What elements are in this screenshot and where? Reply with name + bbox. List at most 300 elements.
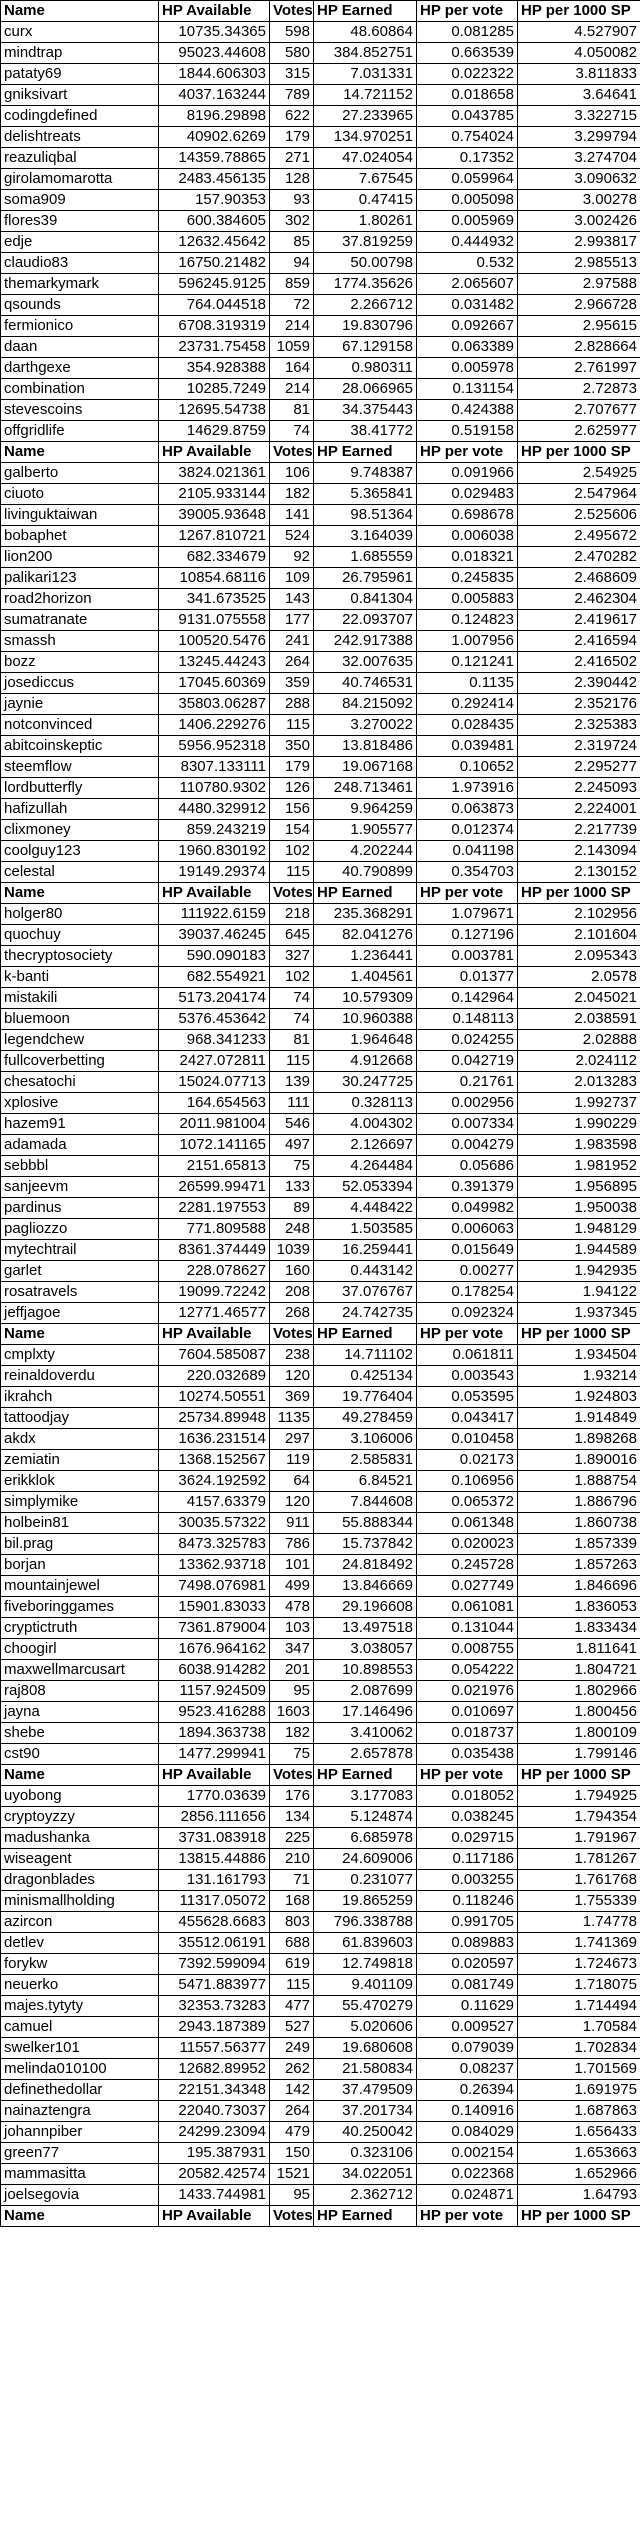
cell-votes: 72 [270,295,314,316]
cell-hp-per-1000-sp: 1.800456 [518,1702,640,1723]
cell-hp-earned: 30.247725 [314,1072,417,1093]
cell-hp-per-1000-sp: 2.828664 [518,337,640,358]
cell-hp-earned: 26.795961 [314,568,417,589]
cell-hp-per-vote: 0.005883 [417,589,518,610]
cell-hp-available: 12682.89952 [159,2059,270,2080]
cell-hp-available: 10285.7249 [159,379,270,400]
cell-hp-earned: 37.201734 [314,2101,417,2122]
cell-hp-earned: 2.585831 [314,1450,417,1471]
cell-votes: 179 [270,127,314,148]
cell-hp-available: 13362.93718 [159,1555,270,1576]
cell-name: hazem91 [1,1114,159,1135]
cell-name: sanjeevm [1,1177,159,1198]
cell-hp-per-1000-sp: 1.652966 [518,2164,640,2185]
cell-hp-per-vote: 0.006063 [417,1219,518,1240]
cell-name: jaynie [1,694,159,715]
cell-hp-available: 131.161793 [159,1870,270,1891]
cell-hp-per-1000-sp: 2.419617 [518,610,640,631]
cell-name: madushanka [1,1828,159,1849]
cell-hp-per-vote: 0.009527 [417,2017,518,2038]
cell-hp-per-vote: 0.018658 [417,85,518,106]
cell-votes: 302 [270,211,314,232]
cell-hp-earned: 5.020606 [314,2017,417,2038]
cell-hp-per-vote: 0.00277 [417,1261,518,1282]
cell-hp-available: 5173.204174 [159,988,270,1009]
cell-votes: 218 [270,904,314,925]
cell-hp-earned: 37.479509 [314,2080,417,2101]
cell-hp-earned: 67.129158 [314,337,417,358]
cell-hp-per-vote: 0.027749 [417,1576,518,1597]
table-row [1,736,640,757]
cell-votes: 75 [270,1156,314,1177]
cell-hp-per-1000-sp: 1.956895 [518,1177,640,1198]
cell-hp-earned: 40.250042 [314,2122,417,2143]
cell-name: maxwellmarcusart [1,1660,159,1681]
cell-hp-available: 968.341233 [159,1030,270,1051]
table-row [1,1450,640,1471]
cell-hp-available: 682.334679 [159,547,270,568]
header-hp-per-1000-sp: HP per 1000 SP [518,442,640,463]
cell-hp-earned: 28.066965 [314,379,417,400]
cell-hp-per-vote: 0.029483 [417,484,518,505]
cell-hp-available: 6038.914282 [159,1660,270,1681]
cell-votes: 1039 [270,1240,314,1261]
cell-hp-available: 110780.9302 [159,778,270,799]
table-row [1,841,640,862]
cell-hp-available: 164.654563 [159,1093,270,1114]
cell-name: akdx [1,1429,159,1450]
cell-hp-available: 25734.89948 [159,1408,270,1429]
cell-hp-per-vote: 0.065372 [417,1492,518,1513]
cell-hp-earned: 9.401109 [314,1975,417,1996]
cell-hp-per-1000-sp: 2.095343 [518,946,640,967]
table-row [1,64,640,85]
cell-hp-earned: 13.497518 [314,1618,417,1639]
cell-hp-per-1000-sp: 2.217739 [518,820,640,841]
cell-hp-available: 771.809588 [159,1219,270,1240]
cell-name: codingdefined [1,106,159,127]
cell-hp-per-1000-sp: 1.836053 [518,1597,640,1618]
table-row [1,2122,640,2143]
cell-hp-per-1000-sp: 2.101604 [518,925,640,946]
cell-name: mammasitta [1,2164,159,2185]
cell-hp-per-vote: 0.01377 [417,967,518,988]
cell-hp-earned: 47.024054 [314,148,417,169]
table-row [1,2059,640,2080]
table-row [1,148,640,169]
cell-hp-per-1000-sp: 2.013283 [518,1072,640,1093]
cell-votes: 598 [270,22,314,43]
cell-hp-per-1000-sp: 2.966728 [518,295,640,316]
cell-votes: 115 [270,1051,314,1072]
table-row [1,967,640,988]
cell-votes: 580 [270,43,314,64]
cell-hp-earned: 14.711102 [314,1345,417,1366]
cell-name: smassh [1,631,159,652]
cell-hp-earned: 4.264484 [314,1156,417,1177]
cell-hp-earned: 3.270022 [314,715,417,736]
cell-name: fermionico [1,316,159,337]
cell-hp-per-1000-sp: 1.93214 [518,1366,640,1387]
table-row [1,1828,640,1849]
cell-hp-per-1000-sp: 2.707677 [518,400,640,421]
cell-hp-per-1000-sp: 1.761768 [518,1870,640,1891]
cell-hp-earned: 13.818486 [314,736,417,757]
cell-hp-per-1000-sp: 1.714494 [518,1996,640,2017]
cell-votes: 177 [270,610,314,631]
cell-hp-per-vote: 0.1135 [417,673,518,694]
cell-votes: 139 [270,1072,314,1093]
cell-name: choogirl [1,1639,159,1660]
cell-hp-per-1000-sp: 1.702834 [518,2038,640,2059]
cell-name: wiseagent [1,1849,159,1870]
cell-hp-available: 596245.9125 [159,274,270,295]
cell-hp-per-vote: 0.08237 [417,2059,518,2080]
cell-hp-per-1000-sp: 2.0578 [518,967,640,988]
header-hp-earned: HP Earned [314,1324,417,1345]
cell-hp-earned: 55.470279 [314,1996,417,2017]
cell-name: cmplxty [1,1345,159,1366]
table-row [1,190,640,211]
cell-hp-earned: 61.839603 [314,1933,417,1954]
cell-votes: 859 [270,274,314,295]
cell-hp-per-1000-sp: 1.857263 [518,1555,640,1576]
table-row [1,988,640,1009]
table-row [1,2038,640,2059]
cell-hp-per-vote: 0.10652 [417,757,518,778]
cell-hp-per-1000-sp: 3.090632 [518,169,640,190]
cell-name: steemflow [1,757,159,778]
cell-name: holbein81 [1,1513,159,1534]
cell-hp-available: 1477.299941 [159,1744,270,1765]
header-votes: Votes [270,883,314,904]
table-row [1,1177,640,1198]
cell-hp-available: 590.090183 [159,946,270,967]
cell-name: bobaphet [1,526,159,547]
table-row [1,316,640,337]
cell-name: abitcoinskeptic [1,736,159,757]
table-row [1,169,640,190]
cell-hp-per-1000-sp: 1.804721 [518,1660,640,1681]
cell-hp-per-1000-sp: 2.525606 [518,505,640,526]
cell-hp-available: 2856.111656 [159,1807,270,1828]
table-row [1,1639,640,1660]
cell-hp-available: 3624.192592 [159,1471,270,1492]
cell-votes: 477 [270,1996,314,2017]
cell-name: detlev [1,1933,159,1954]
cell-votes: 176 [270,1786,314,1807]
table-row [1,400,640,421]
cell-hp-per-vote: 0.022322 [417,64,518,85]
cell-name: gniksivart [1,85,159,106]
cell-hp-available: 8307.133111 [159,757,270,778]
cell-hp-available: 157.90353 [159,190,270,211]
cell-hp-per-1000-sp: 2.024112 [518,1051,640,1072]
table-row [1,1240,640,1261]
cell-hp-available: 7604.585087 [159,1345,270,1366]
cell-votes: 803 [270,1912,314,1933]
cell-votes: 94 [270,253,314,274]
cell-hp-per-1000-sp: 1.890016 [518,1450,640,1471]
table-row [1,1954,640,1975]
table-row [1,568,640,589]
cell-hp-per-vote: 0.142964 [417,988,518,1009]
cell-hp-available: 12695.54738 [159,400,270,421]
cell-hp-per-1000-sp: 1.948129 [518,1219,640,1240]
cell-name: holger80 [1,904,159,925]
cell-votes: 101 [270,1555,314,1576]
cell-name: mistakili [1,988,159,1009]
cell-hp-earned: 6.84521 [314,1471,417,1492]
cell-hp-available: 354.928388 [159,358,270,379]
cell-hp-earned: 2.266712 [314,295,417,316]
header-name: Name [1,2206,159,2227]
cell-hp-per-1000-sp: 2.416594 [518,631,640,652]
cell-hp-per-1000-sp: 1.857339 [518,1534,640,1555]
cell-votes: 120 [270,1366,314,1387]
cell-hp-earned: 27.233965 [314,106,417,127]
cell-votes: 81 [270,400,314,421]
cell-name: delishtreats [1,127,159,148]
table-row [1,1744,640,1765]
cell-hp-earned: 2.362712 [314,2185,417,2206]
table-row [1,589,640,610]
cell-hp-available: 19149.29374 [159,862,270,883]
cell-hp-per-1000-sp: 1.944589 [518,1240,640,1261]
table-row [1,820,640,841]
cell-votes: 527 [270,2017,314,2038]
cell-name: definethedollar [1,2080,159,2101]
cell-hp-per-vote: 0.018321 [417,547,518,568]
cell-hp-available: 2281.197553 [159,1198,270,1219]
cell-votes: 359 [270,673,314,694]
cell-votes: 75 [270,1744,314,1765]
header-hp-per-1000-sp: HP per 1000 SP [518,1324,640,1345]
cell-hp-earned: 7.031331 [314,64,417,85]
cell-votes: 1603 [270,1702,314,1723]
cell-votes: 479 [270,2122,314,2143]
cell-name: forykw [1,1954,159,1975]
cell-votes: 264 [270,2101,314,2122]
cell-hp-per-1000-sp: 1.799146 [518,1744,640,1765]
table-row [1,799,640,820]
cell-hp-earned: 49.278459 [314,1408,417,1429]
cell-hp-available: 1072.141165 [159,1135,270,1156]
cell-hp-earned: 0.231077 [314,1870,417,1891]
cell-hp-per-vote: 0.020597 [417,1954,518,1975]
table-row [1,274,640,295]
table-row [1,22,640,43]
header-hp-available: HP Available [159,1765,270,1786]
cell-hp-per-1000-sp: 1.701569 [518,2059,640,2080]
cell-name: bil.prag [1,1534,159,1555]
cell-name: uyobong [1,1786,159,1807]
cell-hp-available: 15901.83033 [159,1597,270,1618]
cell-name: jayna [1,1702,159,1723]
cell-hp-earned: 1.503585 [314,1219,417,1240]
cell-hp-available: 111922.6159 [159,904,270,925]
cell-votes: 268 [270,1303,314,1324]
cell-votes: 142 [270,2080,314,2101]
cell-hp-available: 220.032689 [159,1366,270,1387]
results-table-body [1,1,640,2227]
cell-votes: 150 [270,2143,314,2164]
cell-hp-available: 1770.03639 [159,1786,270,1807]
cell-hp-per-1000-sp: 2.295277 [518,757,640,778]
cell-hp-per-vote: 0.391379 [417,1177,518,1198]
cell-hp-earned: 10.898553 [314,1660,417,1681]
table-row [1,1051,640,1072]
cell-hp-earned: 3.410062 [314,1723,417,1744]
cell-name: reinaldoverdu [1,1366,159,1387]
header-row [1,883,640,904]
cell-hp-per-vote: 0.021976 [417,1681,518,1702]
table-row [1,862,640,883]
table-row [1,1030,640,1051]
cell-name: offgridlife [1,421,159,442]
header-hp-earned: HP Earned [314,883,417,904]
cell-hp-available: 22151.34348 [159,2080,270,2101]
cell-hp-per-vote: 0.532 [417,253,518,274]
table-row [1,253,640,274]
table-row [1,1618,640,1639]
cell-hp-earned: 32.007635 [314,652,417,673]
cell-name: edje [1,232,159,253]
cell-votes: 688 [270,1933,314,1954]
cell-hp-available: 24299.23094 [159,2122,270,2143]
cell-hp-per-vote: 0.106956 [417,1471,518,1492]
header-row [1,442,640,463]
table-row [1,211,640,232]
cell-hp-earned: 0.328113 [314,1093,417,1114]
cell-hp-per-vote: 0.127196 [417,925,518,946]
cell-votes: 241 [270,631,314,652]
table-row [1,652,640,673]
cell-name: fullcoverbetting [1,1051,159,1072]
cell-hp-per-vote: 0.010697 [417,1702,518,1723]
cell-hp-available: 195.387931 [159,2143,270,2164]
table-row [1,1996,640,2017]
cell-hp-available: 6708.319319 [159,316,270,337]
table-row [1,85,640,106]
cell-name: shebe [1,1723,159,1744]
cell-hp-per-1000-sp: 1.942935 [518,1261,640,1282]
cell-votes: 115 [270,715,314,736]
cell-votes: 789 [270,85,314,106]
cell-hp-earned: 19.067168 [314,757,417,778]
cell-hp-per-vote: 0.05686 [417,1156,518,1177]
cell-hp-per-vote: 0.245835 [417,568,518,589]
cell-hp-earned: 4.448422 [314,1198,417,1219]
header-name: Name [1,442,159,463]
cell-hp-available: 8361.374449 [159,1240,270,1261]
cell-hp-per-1000-sp: 2.038591 [518,1009,640,1030]
cell-hp-earned: 19.865259 [314,1891,417,1912]
cell-hp-per-vote: 0.049982 [417,1198,518,1219]
cell-votes: 179 [270,757,314,778]
table-row [1,2143,640,2164]
header-row [1,1765,640,1786]
table-row [1,463,640,484]
cell-hp-available: 39005.93648 [159,505,270,526]
header-row [1,1,640,22]
cell-hp-available: 7498.076981 [159,1576,270,1597]
cell-hp-available: 5376.453642 [159,1009,270,1030]
cell-hp-earned: 82.041276 [314,925,417,946]
cell-name: jeffjagoe [1,1303,159,1324]
cell-hp-earned: 796.338788 [314,1912,417,1933]
cell-votes: 524 [270,526,314,547]
cell-hp-per-1000-sp: 1.983598 [518,1135,640,1156]
cell-hp-per-vote: 0.063389 [417,337,518,358]
cell-hp-per-1000-sp: 4.050082 [518,43,640,64]
cell-name: thecryptosociety [1,946,159,967]
table-row [1,673,640,694]
cell-hp-per-vote: 0.081285 [417,22,518,43]
cell-hp-available: 2011.981004 [159,1114,270,1135]
cell-hp-per-1000-sp: 2.02888 [518,1030,640,1051]
cell-hp-per-vote: 0.029715 [417,1828,518,1849]
cell-hp-available: 23731.75458 [159,337,270,358]
cell-name: joelsegovia [1,2185,159,2206]
header-hp-per-vote: HP per vote [417,1,518,22]
table-row [1,694,640,715]
cell-hp-per-vote: 0.245728 [417,1555,518,1576]
table-row [1,1009,640,1030]
cell-hp-per-1000-sp: 2.143094 [518,841,640,862]
cell-name: pardinus [1,1198,159,1219]
cell-votes: 182 [270,484,314,505]
cell-hp-earned: 384.852751 [314,43,417,64]
cell-votes: 119 [270,1450,314,1471]
cell-name: josediccus [1,673,159,694]
cell-hp-per-1000-sp: 1.70584 [518,2017,640,2038]
cell-hp-per-1000-sp: 2.468609 [518,568,640,589]
cell-hp-per-1000-sp: 2.985513 [518,253,640,274]
table-row [1,358,640,379]
cell-votes: 214 [270,379,314,400]
cell-votes: 1135 [270,1408,314,1429]
cell-hp-per-vote: 0.131154 [417,379,518,400]
cell-votes: 93 [270,190,314,211]
cell-hp-per-1000-sp: 2.224001 [518,799,640,820]
cell-votes: 89 [270,1198,314,1219]
table-row [1,127,640,148]
cell-votes: 264 [270,652,314,673]
cell-name: cryptoyzzy [1,1807,159,1828]
cell-name: pataty69 [1,64,159,85]
cell-hp-per-1000-sp: 2.495672 [518,526,640,547]
cell-hp-per-vote: 0.020023 [417,1534,518,1555]
cell-votes: 369 [270,1387,314,1408]
cell-hp-per-vote: 0.084029 [417,2122,518,2143]
cell-hp-per-vote: 0.035438 [417,1744,518,1765]
cell-hp-earned: 7.844608 [314,1492,417,1513]
cell-hp-per-vote: 0.024871 [417,2185,518,2206]
table-row [1,925,640,946]
cell-hp-available: 1368.152567 [159,1450,270,1471]
table-row [1,946,640,967]
table-row [1,505,640,526]
cell-hp-per-1000-sp: 1.802966 [518,1681,640,1702]
cell-votes: 546 [270,1114,314,1135]
cell-name: qsounds [1,295,159,316]
table-row [1,379,640,400]
cell-hp-per-1000-sp: 1.811641 [518,1639,640,1660]
cell-hp-earned: 1.404561 [314,967,417,988]
cell-hp-earned: 0.425134 [314,1366,417,1387]
cell-hp-per-1000-sp: 2.547964 [518,484,640,505]
